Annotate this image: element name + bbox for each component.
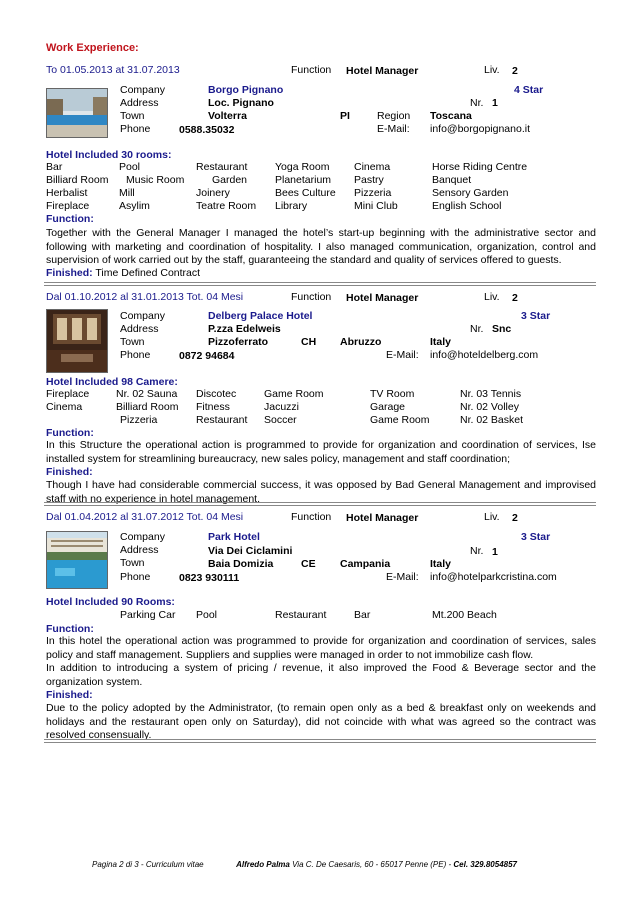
included-title: Hotel Included 90 Rooms: <box>46 596 175 608</box>
address-value: Loc. Pignano <box>208 97 274 109</box>
amenity: Fitness <box>196 401 230 413</box>
address-label: Address <box>120 323 159 335</box>
province-value: CE <box>301 558 316 570</box>
amenity: Mini Club <box>354 200 398 212</box>
footer-cell: Cel. 329.8054857 <box>453 860 517 869</box>
amenity: Garage <box>370 401 406 413</box>
hotel-photo <box>46 88 108 138</box>
amenity: Game Room <box>264 388 324 400</box>
amenity: Nr. 02 Basket <box>460 414 524 426</box>
amenity: Pool <box>196 609 218 621</box>
region-value: Abruzzo <box>340 336 382 348</box>
amenity: Teatre Room <box>196 200 257 212</box>
town-label: Town <box>120 557 145 569</box>
email-label: E-Mail: <box>386 349 419 361</box>
finished-text: Time Defined Contract <box>95 267 201 279</box>
region-value: Toscana <box>430 110 472 122</box>
amenity: Parking Car <box>120 609 176 621</box>
included-title: Hotel Included 98 Camere: <box>46 376 178 388</box>
phone-label: Phone <box>120 571 151 583</box>
amenity: Horse Riding Centre <box>432 161 528 173</box>
nr-label: Nr. <box>470 323 484 335</box>
amenity: Herbalist <box>46 187 88 199</box>
amenity: Joinery <box>196 187 230 199</box>
amenity: Cinema <box>354 161 391 173</box>
address-label: Address <box>120 97 159 109</box>
function-heading: Function: <box>46 623 94 635</box>
amenity: Yoga Room <box>275 161 330 173</box>
amenity: Library <box>275 200 308 212</box>
company-label: Company <box>120 310 165 322</box>
job-period: To 01.05.2013 at 31.07.2013 <box>46 64 180 76</box>
amenity: Nr. 03 Tennis <box>460 388 522 400</box>
nr-label: Nr. <box>470 97 484 109</box>
company-name: Borgo Pignano <box>208 84 284 96</box>
amenity: Restaurant <box>196 414 248 426</box>
hotel-photo-image <box>47 532 107 588</box>
amenity: Bees Culture <box>275 187 336 199</box>
function-description-2: In addition to introducing a system of pricing / revenue, it also improved the Food & Beverage sector and the organization system. <box>46 662 596 688</box>
hotel-photo <box>46 309 108 373</box>
amenity: Discotec <box>196 388 237 400</box>
amenity: Game Room <box>370 414 430 426</box>
region-label: Region <box>377 110 411 122</box>
job-period: Dal 01.10.2012 al 31.01.2013 Tot. 04 Mesi <box>46 291 244 303</box>
amenity: Billiard Room <box>46 174 109 186</box>
finished-heading: Finished: <box>46 689 93 701</box>
amenity: Mill <box>119 187 135 199</box>
amenity: Bar <box>46 161 63 173</box>
amenity: Jacuzzi <box>264 401 300 413</box>
function-value: Hotel Manager <box>346 65 419 77</box>
amenity: Billiard Room <box>116 401 179 413</box>
amenity: Bar <box>354 609 371 621</box>
phone-value: 0872 94684 <box>179 350 235 362</box>
function-value: Hotel Manager <box>346 512 419 524</box>
amenity: Music Room <box>126 174 185 186</box>
amenity: Fireplace <box>46 200 90 212</box>
function-heading: Function: <box>46 427 94 439</box>
finished-heading: Finished: <box>46 466 93 478</box>
section-title: Work Experience: <box>46 42 139 54</box>
level-value: 2 <box>512 292 518 304</box>
town-label: Town <box>120 336 145 348</box>
footer-author: Alfredo Palma <box>236 860 290 869</box>
finished-heading: Finished: <box>46 267 93 279</box>
function-label: Function <box>291 64 332 76</box>
footer-page: Pagina 2 di 3 - Curriculum vitae <box>92 860 204 869</box>
town-value: Baia Domizia <box>208 558 274 570</box>
divider <box>44 502 596 503</box>
town-value: Pizzoferrato <box>208 336 269 348</box>
amenity: Planetarium <box>275 174 332 186</box>
town-value: Volterra <box>208 110 247 122</box>
function-description: In this hotel the operational action was programmed to provide for organization and coordination of services, sales policy and staff management. Suppliers and supplies were managed in order to not immobilize cash flow. <box>46 635 596 661</box>
page-footer <box>92 860 517 869</box>
company-name: Delberg Palace Hotel <box>208 310 313 322</box>
nr-label: Nr. <box>470 545 484 557</box>
amenity: TV Room <box>370 388 415 400</box>
amenity: Garden <box>212 174 248 186</box>
company-label: Company <box>120 531 165 543</box>
phone-label: Phone <box>120 123 151 135</box>
amenity: Pastry <box>354 174 384 186</box>
email-link[interactable]: info@borgopignano.it <box>430 123 530 135</box>
function-description: Together with the General Manager I managed the hotel’s start-up beginning with the administrative sector and following with marketing and coordination of hospitality. I also managed communication, organization, control and supervision of work carried out by the staff, guaranteeing the standard and quality of services offered to guests. <box>46 227 596 266</box>
nr-value: 1 <box>492 97 498 109</box>
email-link[interactable]: info@hotelparkcristina.com <box>430 571 557 583</box>
amenity: Nr. 02 Volley <box>460 401 519 413</box>
phone-value: 0823 930111 <box>179 572 240 584</box>
hotel-photo <box>46 531 108 589</box>
function-label: Function <box>291 291 332 303</box>
amenity: Banquet <box>432 174 472 186</box>
level-label: Liv. <box>484 64 500 76</box>
amenity: English School <box>432 200 502 212</box>
nr-value: Snc <box>492 323 512 335</box>
country-value: Italy <box>430 558 452 570</box>
star-rating: 4 Star <box>514 84 544 96</box>
amenity: Fireplace <box>46 388 90 400</box>
function-label: Function <box>291 511 332 523</box>
amenity: Pizzeria <box>354 187 392 199</box>
address-value: Via Dei Ciclamini <box>208 545 293 557</box>
province-value: CH <box>301 336 317 348</box>
job-period: Dal 01.04.2012 al 31.07.2012 Tot. 04 Mesi <box>46 511 244 523</box>
function-value: Hotel Manager <box>346 292 419 304</box>
country-value: Italy <box>430 336 452 348</box>
address-label: Address <box>120 544 159 556</box>
footer-address: Via C. De Caesaris, 60 - 65017 Penne (PE) - <box>289 860 454 869</box>
nr-value: 1 <box>492 546 498 558</box>
amenity: Restaurant <box>275 609 327 621</box>
divider <box>44 742 596 743</box>
level-value: 2 <box>512 512 518 524</box>
amenity: Mt.200 Beach <box>432 609 497 621</box>
province-value: PI <box>340 110 350 122</box>
region-value: Campania <box>340 558 391 570</box>
amenity: Nr. 02 Sauna <box>116 388 178 400</box>
amenity: Restaurant <box>196 161 248 173</box>
star-rating: 3 Star <box>521 310 551 322</box>
function-heading: Function: <box>46 213 94 225</box>
divider <box>44 505 596 506</box>
address-value: P.zza Edelweis <box>208 323 281 335</box>
phone-value: 0588.35032 <box>179 124 235 136</box>
amenity: Sensory Garden <box>432 187 509 199</box>
hotel-photo-image <box>47 89 107 137</box>
divider <box>44 739 596 740</box>
company-name: Park Hotel <box>208 531 260 543</box>
amenity: Soccer <box>264 414 297 426</box>
company-label: Company <box>120 84 165 96</box>
included-title: Hotel Included 30 rooms: <box>46 149 172 161</box>
finished-text: Due to the policy adopted by the Administrator, (to remain open only as a bed & breakfast only on weekends and holidays and the restaurant open only on Saturday), did not coincide with what was agreed so the contract was resolved consensually. <box>46 702 596 741</box>
amenity: Pool <box>119 161 141 173</box>
amenity: Asylim <box>119 200 150 212</box>
level-label: Liv. <box>484 291 500 303</box>
hotel-photo-image <box>47 310 107 372</box>
email-label: E-Mail: <box>386 571 419 583</box>
phone-label: Phone <box>120 349 151 361</box>
divider <box>44 285 596 286</box>
town-label: Town <box>120 110 145 122</box>
level-value: 2 <box>512 65 518 77</box>
finished-row <box>46 267 200 279</box>
email-label: E-Mail: <box>377 123 410 135</box>
amenity: Cinema <box>46 401 83 413</box>
amenity: Pizzeria <box>120 414 158 426</box>
function-description: In this Structure the operational action is programmed to provide for organization and coordination of services, Ise installed system for streamlining bureaucracy, new sales policy, management and staff coordination; <box>46 439 596 465</box>
level-label: Liv. <box>484 511 500 523</box>
star-rating: 3 Star <box>521 531 551 543</box>
finished-text: Though I have had considerable commercial success, it was opposed by Bad General Management and improvised staff with no experience in hotel management. <box>46 479 596 505</box>
divider <box>44 282 596 283</box>
email-link[interactable]: info@hoteldelberg.com <box>430 349 539 361</box>
